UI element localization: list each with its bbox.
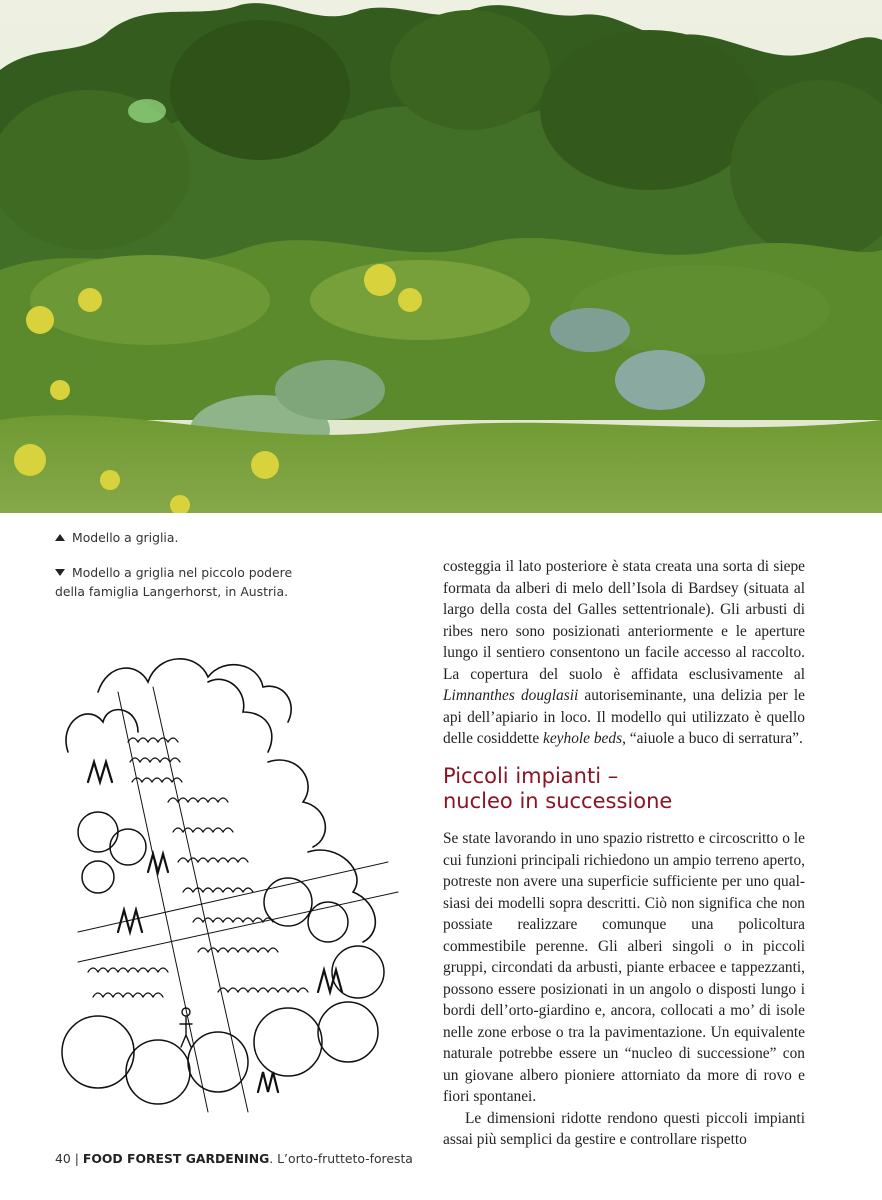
section-heading-line-2: nucleo in successione xyxy=(443,789,673,813)
paragraph-2: Se state lavorando in uno spazio ristretto e circoscritto o le cui funzioni principali richiedono un ampio terreno aperto, potreste non avere una superficie sufficiente per uno qualsiasi dei modelli sopra descritti. Ciò non significa che non possiate realizzare comunque una policoltura commestibile perenne. Gli alberi singoli o in piccoli gruppi, circondati da arbusti, piante erbacee e tappezzanti, possono essere posizionati in un angolo o disposti lungo i bordi dell’orto-giardino e, ancora, collocati a mo’ di isole nelle zone erbose o tra la pavimentazione. Un equivalente naturale potrebbe essere un “nucleo di successione” con un giovane albero pioniere attorniato da more di rovo e fiori spontanei. xyxy=(443,830,805,1105)
footer-book-title: FOOD FOREST GARDENING xyxy=(82,1151,270,1166)
caption-below-text: Modello a griglia nel piccolo podere della famiglia Langerhorst, in Austria. xyxy=(55,565,293,599)
body-column-top xyxy=(443,556,805,750)
triangle-up-icon xyxy=(55,534,65,541)
caption-above xyxy=(55,528,178,547)
caption-above-text: Modello a griglia. xyxy=(72,530,179,545)
page-footer xyxy=(55,1151,413,1166)
grid-garden-sketch xyxy=(58,632,410,1120)
footer-subtitle: . L’orto-frutteto-foresta xyxy=(269,1151,413,1166)
paragraph-1 xyxy=(443,556,805,750)
triangle-down-icon xyxy=(55,569,65,576)
paragraph-1-italic: Limnanthes douglasii xyxy=(443,687,579,704)
garden-photo-icon xyxy=(0,0,882,513)
footer-separator: | xyxy=(74,1151,79,1166)
section-heading xyxy=(443,764,672,814)
body-column-bottom xyxy=(443,828,805,1151)
paragraph-1-part-c: , “aiuole a buco di serratura”. xyxy=(622,730,803,747)
garden-photo xyxy=(0,0,882,513)
page-number: 40 xyxy=(55,1151,71,1166)
paragraph-1-part-b: autoriseminante, una delizia per le api dell’apiario in loco. Il modello qui utilizzato è quello delle cosiddette xyxy=(443,687,805,747)
grid-garden-sketch-icon xyxy=(58,632,410,1120)
paragraph-3: Le dimensioni ridotte rendono questi piccoli impianti assai più semplici da gestire e controllare rispetto xyxy=(443,1109,805,1148)
caption-below xyxy=(55,563,315,601)
section-heading-line-1: Piccoli impianti – xyxy=(443,764,619,788)
paragraph-1-italic-2: keyhole beds xyxy=(543,730,623,747)
paragraph-1-part-a: costeggia il lato posteriore è stata creata una sorta di siepe formata da alberi di melo dell’Isola di Bardsey (situata al largo della costa del Galles settentrionale). Gli arbusti di ribes nero sono posizionati anteriormente e le aperture lungo il sentiero consentono un facile accesso al raccolto. La copertura del suolo è affidata esclusivamente al xyxy=(443,558,805,683)
